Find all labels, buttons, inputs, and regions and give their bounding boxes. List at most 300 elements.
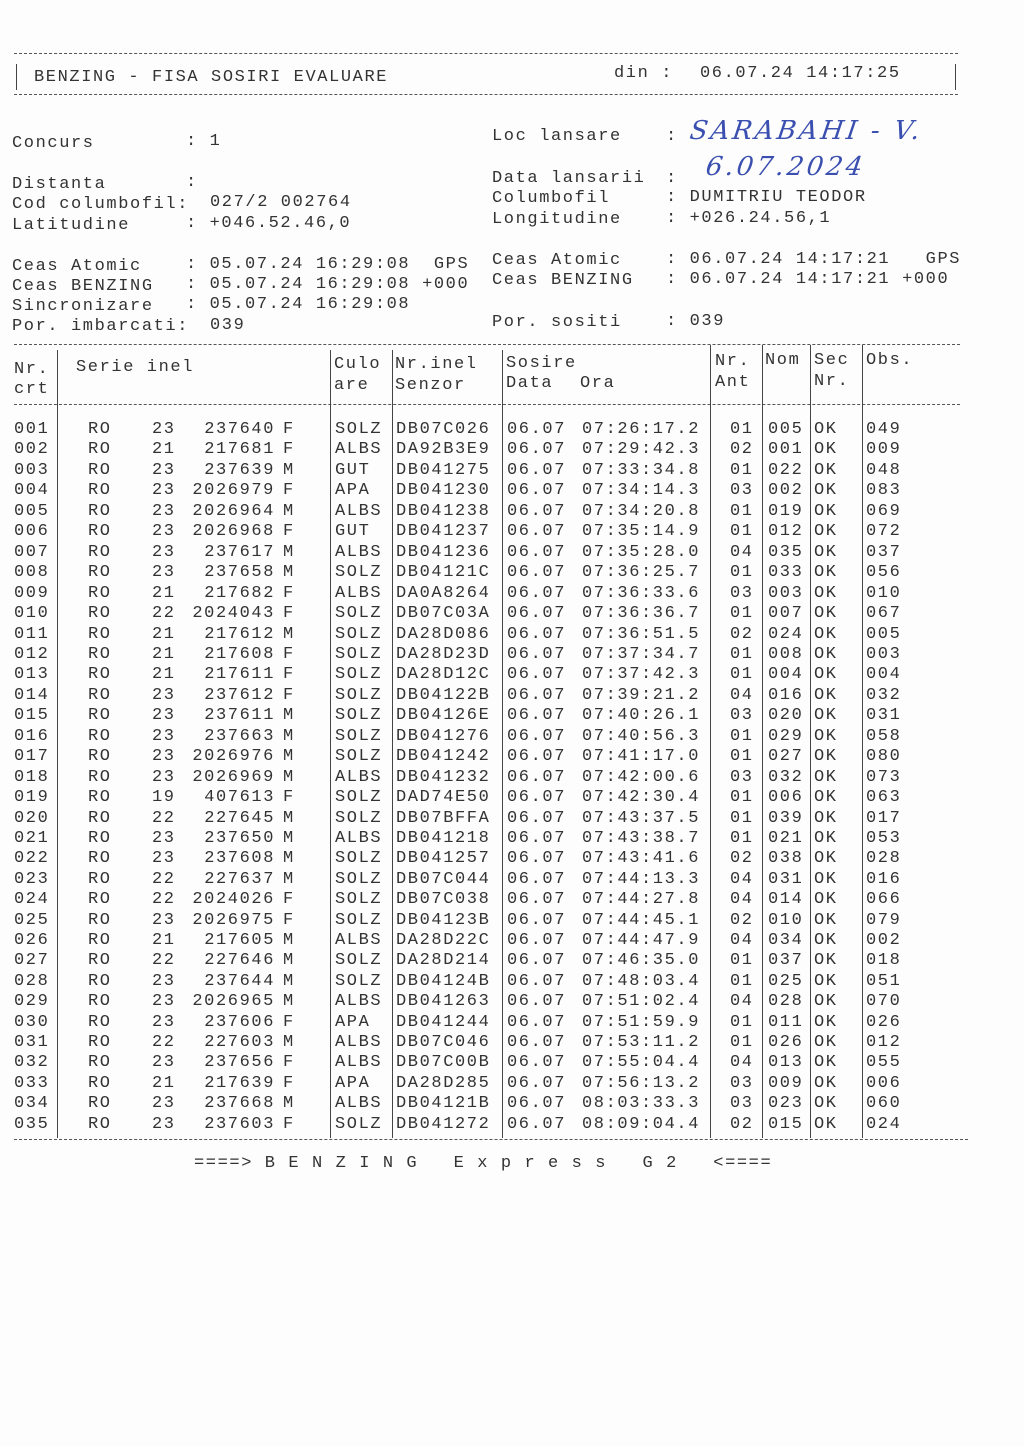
- cell-country: RO: [88, 440, 112, 460]
- cell-nr: 003: [14, 460, 50, 480]
- longitudine-value: +026.24.56,1: [689, 209, 832, 228]
- cell-nr: 017: [14, 747, 50, 767]
- divider: [14, 53, 958, 54]
- cell-senzor: DB07C00B: [396, 1053, 491, 1073]
- cell-year: 23: [152, 542, 176, 562]
- cell-date: 06.07: [507, 849, 567, 869]
- cell-ring: 227637: [204, 869, 275, 889]
- cell-time: 07:36:36.7: [582, 604, 701, 624]
- cell-time: 07:41:17.0: [582, 747, 701, 767]
- cell-sec: OK: [814, 522, 838, 542]
- cell-time: 07:33:34.8: [582, 460, 701, 480]
- cell-nom: 003: [768, 583, 804, 603]
- cell-date: 06.07: [507, 726, 567, 746]
- cell-country: RO: [88, 563, 112, 583]
- cell-year: 21: [152, 440, 176, 460]
- cell-obs: 002: [866, 931, 902, 950]
- cell-nr: 023: [14, 869, 50, 889]
- cell-time: 07:40:56.3: [582, 726, 701, 746]
- cell-year: 23: [152, 747, 176, 767]
- cell-date: 06.07: [507, 624, 567, 644]
- cell-senzor: DB04122B: [396, 685, 491, 705]
- cell-senzor: DA0A8264: [396, 583, 491, 603]
- cell-country: RO: [88, 665, 112, 685]
- cell-year: 23: [152, 767, 176, 787]
- cell-sex: F: [283, 1114, 295, 1134]
- cell-date: 06.07: [507, 604, 567, 624]
- cell-time: 07:51:59.9: [582, 1012, 701, 1032]
- cell-senzor: DB07C03A: [396, 604, 491, 624]
- cell-time: 07:36:51.5: [582, 624, 701, 644]
- cell-ring: 237603: [204, 1114, 275, 1134]
- cell-ant: 01: [730, 808, 754, 828]
- cell-color: SOLZ: [335, 624, 383, 644]
- sincronizare-label: Sincronizare: [12, 297, 154, 316]
- cell-ant: 02: [730, 440, 754, 460]
- cell-ring: 217682: [204, 583, 275, 603]
- header-nr-inel: Nr.inel: [395, 355, 478, 374]
- distanta-label: Distanta: [12, 175, 107, 194]
- cell-ant: 01: [730, 726, 754, 746]
- cell-color: ALBS: [335, 1053, 383, 1073]
- cell-year: 23: [152, 460, 176, 480]
- cell-nom: 001: [768, 440, 804, 460]
- cell-ring: 237668: [204, 1094, 275, 1114]
- cell-obs: 017: [866, 808, 902, 828]
- cell-date: 06.07: [507, 460, 567, 480]
- divider: [14, 94, 958, 95]
- cell-senzor: DAD74E50: [396, 788, 491, 808]
- table-row: [0, 829, 1024, 849]
- cell-sex: F: [283, 910, 295, 930]
- cell-color: SOLZ: [335, 808, 383, 828]
- cell-nr: 034: [14, 1094, 50, 1114]
- cell-nom: 031: [768, 869, 804, 889]
- cell-sex: M: [283, 706, 295, 726]
- cell-ant: 04: [730, 1053, 754, 1073]
- cell-time: 07:53:11.2: [582, 1033, 701, 1052]
- cell-time: 07:48:03.4: [582, 971, 701, 991]
- cell-ant: 01: [730, 420, 754, 439]
- table-row: [0, 563, 1024, 583]
- cell-color: ALBS: [335, 440, 383, 460]
- cell-sex: F: [283, 604, 295, 624]
- cell-time: 07:36:25.7: [582, 563, 701, 583]
- cell-obs: 004: [866, 665, 902, 685]
- cell-year: 23: [152, 829, 176, 848]
- cell-sex: M: [283, 1033, 295, 1052]
- cell-country: RO: [88, 685, 112, 705]
- cell-sec: OK: [814, 1033, 838, 1052]
- cell-color: SOLZ: [335, 971, 383, 991]
- cell-sec: OK: [814, 726, 838, 746]
- cell-sec: OK: [814, 992, 838, 1012]
- cell-year: 23: [152, 1012, 176, 1032]
- ceas-benzing-label: Ceas BENZING: [12, 277, 154, 296]
- ceas-atomic-label: Ceas Atomic: [12, 257, 142, 276]
- cell-nr: 011: [14, 624, 50, 644]
- cell-nom: 034: [768, 931, 804, 950]
- header-nr-ant: Nr.: [715, 352, 751, 371]
- table-row: [0, 1013, 1024, 1033]
- cell-time: 07:29:42.3: [582, 440, 701, 460]
- cell-sex: F: [283, 522, 295, 542]
- header-ant: Ant: [715, 373, 751, 392]
- cell-ring: 2024043: [192, 604, 275, 624]
- cell-country: RO: [88, 788, 112, 808]
- sincronizare-value: 05.07.24 16:29:08: [209, 295, 411, 314]
- cell-senzor: DB07C026: [396, 420, 491, 439]
- table-row: [0, 502, 1024, 522]
- sositi-value: 039: [689, 312, 726, 331]
- cell-nom: 004: [768, 665, 804, 685]
- table-row: [0, 727, 1024, 747]
- cell-senzor: DB041232: [396, 767, 491, 787]
- cell-country: RO: [88, 1012, 112, 1032]
- cell-sec: OK: [814, 685, 838, 705]
- cell-nr: 022: [14, 849, 50, 869]
- cell-color: ALBS: [335, 1094, 383, 1114]
- cell-ant: 03: [730, 706, 754, 726]
- divider: [955, 64, 956, 90]
- cell-country: RO: [88, 1094, 112, 1114]
- cell-ant: 04: [730, 890, 754, 910]
- cell-ring: 2026965: [192, 992, 275, 1012]
- table-row: [0, 604, 1024, 624]
- cell-ring: 2026976: [192, 747, 275, 767]
- cell-ring: 217639: [204, 1073, 275, 1093]
- cell-nom: 006: [768, 788, 804, 808]
- cell-country: RO: [88, 726, 112, 746]
- cell-date: 06.07: [507, 1053, 567, 1073]
- cell-country: RO: [88, 869, 112, 889]
- cell-nr: 024: [14, 890, 50, 910]
- cell-nr: 002: [14, 440, 50, 460]
- cell-color: ALBS: [335, 992, 383, 1012]
- table-row: [0, 849, 1024, 869]
- header-data: Data: [506, 374, 554, 393]
- cell-sec: OK: [814, 788, 838, 808]
- cell-year: 21: [152, 1073, 176, 1093]
- cell-nr: 009: [14, 583, 50, 603]
- header-nr: Nr.: [14, 360, 50, 379]
- cell-country: RO: [88, 460, 112, 480]
- cell-nom: 010: [768, 910, 804, 930]
- cell-time: 07:44:27.8: [582, 890, 701, 910]
- cell-sex: M: [283, 460, 295, 480]
- cell-senzor: DB041272: [396, 1114, 491, 1134]
- cell-obs: 037: [866, 542, 902, 562]
- cell-nr: 008: [14, 563, 50, 583]
- table-row: [0, 625, 1024, 645]
- cell-ring: 227645: [204, 808, 275, 828]
- cell-sex: M: [283, 829, 295, 848]
- cell-nr: 031: [14, 1033, 50, 1052]
- cell-year: 23: [152, 563, 176, 583]
- cell-nr: 004: [14, 481, 50, 501]
- cell-sex: F: [283, 890, 295, 910]
- cell-color: GUT: [335, 522, 371, 542]
- cell-ring: 217605: [204, 931, 275, 950]
- cell-senzor: DB04124B: [396, 971, 491, 991]
- cell-sec: OK: [814, 808, 838, 828]
- cell-ring: 217611: [204, 665, 275, 685]
- ceas-benzing-right-suffix: +000: [902, 270, 950, 289]
- cell-nom: 011: [768, 1012, 804, 1032]
- cell-date: 06.07: [507, 685, 567, 705]
- cell-color: ALBS: [335, 1033, 383, 1052]
- cell-nom: 028: [768, 992, 804, 1012]
- cell-country: RO: [88, 706, 112, 726]
- cell-nom: 013: [768, 1053, 804, 1073]
- cell-nom: 020: [768, 706, 804, 726]
- cell-sec: OK: [814, 1073, 838, 1093]
- cell-ant: 01: [730, 1033, 754, 1052]
- cell-ring: 237606: [204, 1012, 275, 1032]
- table-row: [0, 992, 1024, 1012]
- cell-ant: 02: [730, 910, 754, 930]
- cell-color: SOLZ: [335, 726, 383, 746]
- cell-color: GUT: [335, 460, 371, 480]
- cell-nom: 027: [768, 747, 804, 767]
- cell-year: 21: [152, 931, 176, 950]
- columbofil-value: DUMITRIU TEODOR: [689, 188, 867, 207]
- cell-year: 23: [152, 1114, 176, 1134]
- cell-obs: 060: [866, 1094, 902, 1114]
- cell-sex: F: [283, 1053, 295, 1073]
- cell-nr: 028: [14, 971, 50, 991]
- cell-nr: 029: [14, 992, 50, 1012]
- cell-sex: M: [283, 992, 295, 1012]
- table-row: [0, 890, 1024, 910]
- table-row: [0, 440, 1024, 460]
- cell-country: RO: [88, 1033, 112, 1052]
- cell-nr: 021: [14, 829, 50, 848]
- data-lansarii-label: Data lansarii: [492, 169, 646, 188]
- cell-senzor: DA92B3E9: [396, 440, 491, 460]
- cell-ring: 2024026: [192, 890, 275, 910]
- cell-color: SOLZ: [335, 869, 383, 889]
- cell-ring: 237663: [204, 726, 275, 746]
- din-label: din :: [614, 64, 674, 83]
- cell-ant: 01: [730, 665, 754, 685]
- cell-obs: 069: [866, 501, 902, 521]
- cell-obs: 024: [866, 1114, 902, 1134]
- cell-country: RO: [88, 992, 112, 1012]
- table-row: [0, 809, 1024, 829]
- cell-nom: 012: [768, 522, 804, 542]
- cell-obs: 012: [866, 1033, 902, 1052]
- cell-time: 07:37:42.3: [582, 665, 701, 685]
- cell-ant: 03: [730, 481, 754, 501]
- cod-label: Cod columbofil:: [12, 195, 190, 214]
- cell-nom: 005: [768, 420, 804, 439]
- cell-senzor: DB041244: [396, 1012, 491, 1032]
- cell-obs: 067: [866, 604, 902, 624]
- cell-obs: 051: [866, 971, 902, 991]
- cell-color: SOLZ: [335, 849, 383, 869]
- cell-sex: M: [283, 747, 295, 767]
- cell-country: RO: [88, 583, 112, 603]
- cell-ant: 02: [730, 1114, 754, 1134]
- cell-senzor: DB041242: [396, 747, 491, 767]
- cell-obs: 053: [866, 829, 902, 848]
- cell-senzor: DB041237: [396, 522, 491, 542]
- cell-sec: OK: [814, 665, 838, 685]
- ceas-benzing-suffix: +000: [422, 275, 470, 294]
- latitudine-label: Latitudine: [12, 216, 131, 235]
- cell-sex: M: [283, 808, 295, 828]
- cell-date: 06.07: [507, 1033, 567, 1052]
- cell-color: ALBS: [335, 501, 383, 521]
- imbarcati-value: 039: [210, 316, 246, 335]
- cell-color: APA: [335, 1012, 371, 1032]
- cell-time: 07:56:13.2: [582, 1073, 701, 1093]
- cell-nr: 018: [14, 767, 50, 787]
- ceas-benzing-right-value: 06.07.24 14:17:21: [689, 270, 891, 289]
- cell-ring: 237650: [204, 829, 275, 848]
- cell-ant: 03: [730, 1094, 754, 1114]
- cell-obs: 048: [866, 460, 902, 480]
- cell-sec: OK: [814, 440, 838, 460]
- divider: [16, 64, 17, 90]
- cell-date: 06.07: [507, 747, 567, 767]
- cell-sec: OK: [814, 501, 838, 521]
- loc-lansare-label: Loc lansare: [492, 127, 622, 146]
- table-row: [0, 1033, 1024, 1053]
- cell-country: RO: [88, 481, 112, 501]
- cell-ant: 04: [730, 542, 754, 562]
- cell-sec: OK: [814, 747, 838, 767]
- cell-sec: OK: [814, 1012, 838, 1032]
- cell-senzor: DB07C046: [396, 1033, 491, 1052]
- arrival-sheet: BENZING - FISA SOSIRI EVALUARE din : 06.07.24 14:17:25 Concurs : 1 Distanta : Cod columbofil: 027/2 002764 Latitudine : +046.52.46,0 Ceas Atomic : 05.07.24 16:29:08 GPS Ceas BENZING : 05.07.24 16:29:08 +000 Sincronizare : 05.07.24 16:29:08 Por. imbarcati: 039 Loc lansare : SARABAHI - V. Data lansarii : 6.07.2024 Columbofil : DUMITRIU TEODOR Longitudine : +026.24.56,1 Ceas Atomic : 06.07.24 14:17:21 GPS Ceas BENZING : 06.07.24 14:17:21 +000 Por. sositi : 039 Nr. crt Serie inel Culo are Nr.inel Senzor Sosire Data Ora Nr. Ant Nom Sec Nr. Obs. 001 RO 23 237640 F SOLZ DB07C026 06.07 07:26:17.2 01 005 OK 049 002 RO 21 217681 F ALBS DA92B3E9 06.07 07:29:42.3 02 001 OK 009 003 RO 23 237639 M GUT DB041275 06.07 07:33:34.8 01 022 OK 048 004 RO 23 2026979 F APA DB041230 06.07 07:34:14.3 03 002 OK 083 005 RO 23 2026964 M ALBS DB041238 06.07 07:34:20.8 01 019 OK 069 006 RO 23 2026968 F GUT DB041237 06.07 07:35:14.9 01 012 OK 072 007 RO 23 237617 M ALBS DB041236 06.07 07:35:28.0 04 035 OK 037 008 RO 23 237658 M SOLZ DB04121C 06.07 07:36:25.7 01 033 OK 056 009 RO 21 217682 F ALBS DA0A8264 06.07 07:36:33.6 03 003 OK 010 010 RO 22 2024043 F SOLZ DB07C03A 06.07 07:36:36.7 01 007 OK 067 011 RO 21 217612 M SOLZ DA28D086 06.07 07:36:51.5 02 024 OK 005 012 RO 21 217608 F SOLZ DA28D23D 06.07 07:37:34.7 01 008 OK 003 013 RO 21 217611 F SOLZ DA28D12C 06.07 07:37:42.3 01 004 OK 004 014 RO 23 237612 F SOLZ DB04122B 06.07 07:39:21.2 04 016 OK 032 015 RO 23 237611 M SOLZ DB04126E 06.07 07:40:26.1 03 020 OK 031 016 RO 23 237663 M SOLZ DB041276 06.07 07:40:56.3 01 029 OK 058 017 RO 23 2026976 M SOLZ DB041242 06.07 07:41:17.0 01 027 OK 080 018 RO 23 2026969 M ALBS DB041232 06.07 07:42:00.6 03 032 OK 073 019 RO 19 407613 F SOLZ DAD74E50 06.07 07:42:30.4 01 006 OK 063 020 RO 22 227645 M SOLZ DB07BFFA 06.07 07:43:37.5 01 039 OK 017 021 RO 23 237650 M ALBS DB041218 06.07 07:43:38.7 01 021 OK 053 022 RO 23 237608 M SOLZ DB041257 06.07 07:43:41.6 02 038 OK 028 023 RO 22 227637 M SOLZ DB07C044 06.07 07:44:13.3 04 031 OK 016 024 RO 22 2024026 F SOLZ DB07C038 06.07 07:44:27.8 04 014 OK 066 025 RO 23 2026975 F SOLZ DB04123B 06.07 07:44:45.1 02 010 OK 079 026 RO 21 217605 M ALBS DA28D22C 06.07 07:44:47.9 04 034 OK 002 027 RO 22 227646 M SOLZ DA28D214 06.07 07:46:35.0 01 037 OK 018 028 RO 23 237644 M SOLZ DB04124B 06.07 07:48:03.4 01 025 OK 051 029 RO 23 2026965 M ALBS DB041263 06.07 07:51:02.4 04 028 OK 070 030 RO 23 237606 F APA DB041244 06.07 07:51:59.9 01 011 OK 026 031 RO 22 227603 M ALBS DB07C046 06.07 07:53:11.2 01 026 OK 012 032 RO 23 237656 F ALBS DB07C00B 06.07 07:55:04.4 04 013 OK 055 033 RO 21 217639 F APA DA28D285 06.07 07:56:13.2 03 009 OK 006 034 RO 23 237668 M ALBS DB04121B 06.07 08:03:33.3 03 023 OK 060 035 RO 23 237603 F SOLZ DB041272 06.07 08:09:04.4 02 015 OK 024 ====> B E N Z I N G E x p r e s s G 2 <====: [0, 0, 1024, 1447]
- longitudine-label: Longitudine: [492, 210, 622, 229]
- cell-ring: 2026969: [192, 767, 275, 787]
- cell-nom: 009: [768, 1073, 804, 1093]
- cell-ring: 217612: [204, 624, 275, 644]
- cell-ant: 04: [730, 685, 754, 705]
- cell-sec: OK: [814, 604, 838, 624]
- cell-sex: F: [283, 1012, 295, 1032]
- header-serie-inel: Serie inel: [76, 358, 195, 377]
- cell-obs: 016: [866, 869, 902, 889]
- cell-obs: 070: [866, 992, 902, 1012]
- cell-senzor: DB04121C: [396, 563, 491, 583]
- cell-year: 23: [152, 910, 176, 930]
- din-value: 06.07.24 14:17:25: [700, 64, 901, 83]
- cell-country: RO: [88, 808, 112, 828]
- cell-nom: 037: [768, 951, 804, 971]
- cell-country: RO: [88, 971, 112, 991]
- table-row: [0, 420, 1024, 440]
- cell-nr: 007: [14, 542, 50, 562]
- table-row: [0, 686, 1024, 706]
- concurs-value: 1: [209, 132, 222, 151]
- ceas-benzing-right-label: Ceas BENZING: [492, 271, 634, 290]
- cell-obs: 032: [866, 685, 902, 705]
- cell-sec: OK: [814, 481, 838, 501]
- cell-sec: OK: [814, 624, 838, 644]
- table-row: [0, 870, 1024, 890]
- cell-obs: 083: [866, 481, 902, 501]
- table-row: [0, 481, 1024, 501]
- ceas-atomic-right-value: 06.07.24 14:17:21: [689, 250, 891, 269]
- header-ora: Ora: [580, 374, 616, 393]
- cell-year: 22: [152, 890, 176, 910]
- cell-color: ALBS: [335, 542, 383, 562]
- cell-sex: F: [283, 685, 295, 705]
- cell-year: 22: [152, 604, 176, 624]
- cell-senzor: DB04123B: [396, 910, 491, 930]
- cell-time: 07:42:00.6: [582, 767, 701, 787]
- cell-ring: 2026968: [192, 522, 275, 542]
- cell-nom: 033: [768, 563, 804, 583]
- cell-obs: 006: [866, 1073, 902, 1093]
- cell-nr: 026: [14, 931, 50, 950]
- cell-country: RO: [88, 522, 112, 542]
- cell-color: SOLZ: [335, 747, 383, 767]
- cell-nom: 038: [768, 849, 804, 869]
- footer-banner: ====> B E N Z I N G E x p r e s s G 2 <====: [194, 1154, 773, 1173]
- cell-senzor: DA28D12C: [396, 665, 491, 685]
- cell-nr: 006: [14, 522, 50, 542]
- loc-lansare-handwritten: SARABAHI - V.: [687, 116, 925, 146]
- cell-year: 23: [152, 420, 176, 439]
- cell-date: 06.07: [507, 829, 567, 848]
- cell-nr: 020: [14, 808, 50, 828]
- cell-country: RO: [88, 1114, 112, 1134]
- cell-time: 07:35:28.0: [582, 542, 701, 562]
- cell-time: 07:26:17.2: [582, 420, 701, 439]
- divider: [14, 404, 960, 405]
- cell-date: 06.07: [507, 644, 567, 664]
- cell-sex: F: [283, 481, 295, 501]
- cell-year: 23: [152, 849, 176, 869]
- cell-time: 07:37:34.7: [582, 644, 701, 664]
- cell-ant: 01: [730, 1012, 754, 1032]
- cell-date: 06.07: [507, 1012, 567, 1032]
- cell-date: 06.07: [507, 420, 567, 439]
- table-row: [0, 665, 1024, 685]
- cell-date: 06.07: [507, 522, 567, 542]
- cell-year: 21: [152, 665, 176, 685]
- cell-sex: M: [283, 726, 295, 746]
- table-row: [0, 645, 1024, 665]
- cell-nr: 014: [14, 685, 50, 705]
- cell-nom: 039: [768, 808, 804, 828]
- cell-ring: 237658: [204, 563, 275, 583]
- cell-nr: 010: [14, 604, 50, 624]
- cell-ant: 01: [730, 501, 754, 521]
- cell-date: 06.07: [507, 1114, 567, 1134]
- cell-senzor: DB041263: [396, 992, 491, 1012]
- cell-obs: 073: [866, 767, 902, 787]
- cell-date: 06.07: [507, 583, 567, 603]
- cell-nom: 035: [768, 542, 804, 562]
- cell-sex: M: [283, 951, 295, 971]
- cell-time: 07:40:26.1: [582, 706, 701, 726]
- cell-country: RO: [88, 1053, 112, 1073]
- ceas-benzing-value: 05.07.24 16:29:08: [209, 275, 411, 294]
- cell-senzor: DA28D214: [396, 951, 491, 971]
- cell-time: 08:03:33.3: [582, 1094, 701, 1114]
- cell-year: 21: [152, 644, 176, 664]
- cell-ring: 237617: [204, 542, 275, 562]
- cell-ant: 02: [730, 624, 754, 644]
- cell-time: 07:34:14.3: [582, 481, 701, 501]
- cell-ant: 03: [730, 767, 754, 787]
